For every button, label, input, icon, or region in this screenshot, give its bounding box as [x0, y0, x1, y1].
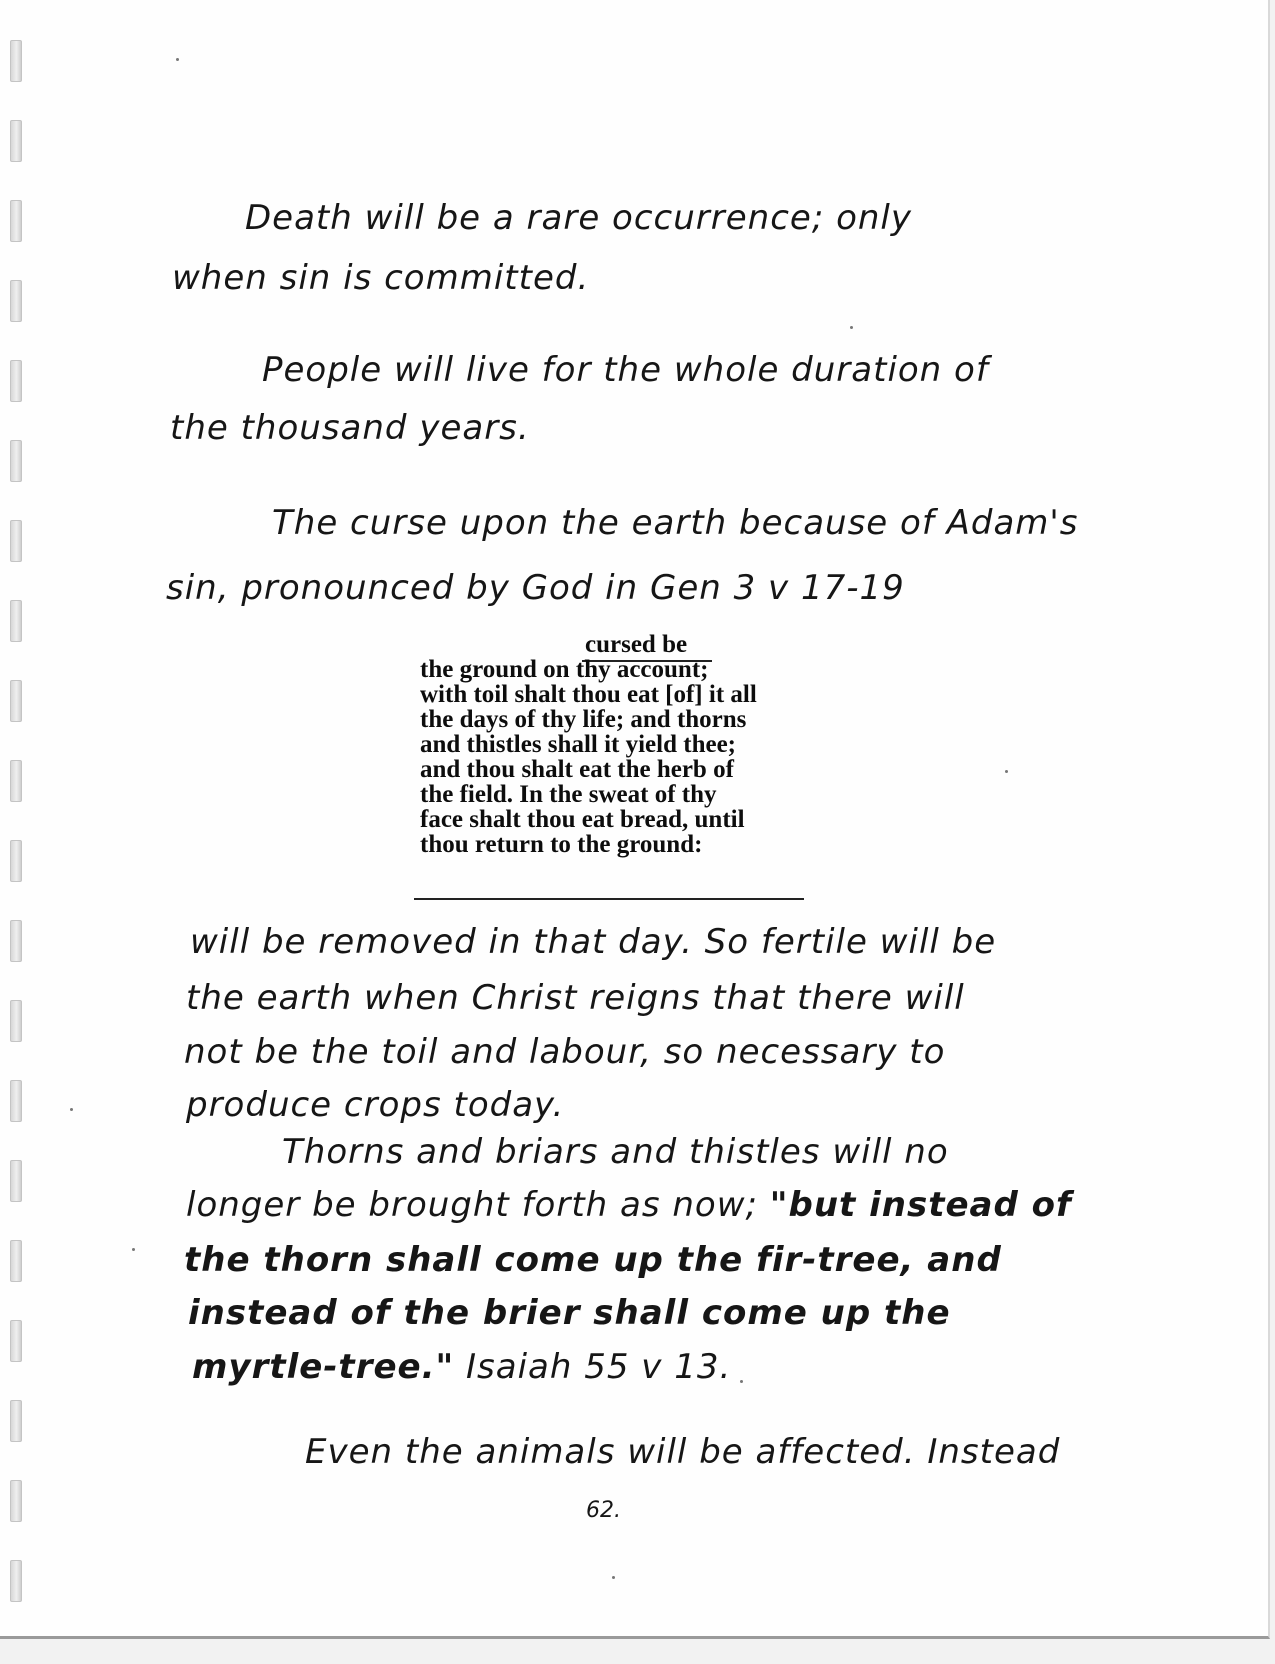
punch-hole	[10, 1560, 22, 1602]
scripture-reference: Isaiah 55 v 13.	[454, 1347, 732, 1387]
paragraph-line: Thorns and briars and thistles will no	[282, 1132, 949, 1172]
paragraph-line: when sin is committed.	[172, 258, 590, 298]
punch-hole	[10, 920, 22, 962]
punch-hole	[10, 200, 22, 242]
punch-hole	[10, 600, 22, 642]
quote-bottom-rule	[414, 898, 804, 900]
punch-hole	[10, 280, 22, 322]
bible-quotation	[420, 632, 860, 857]
punch-hole	[10, 1400, 22, 1442]
scripture-quote-text: myrtle-tree."	[192, 1347, 455, 1387]
quote-line: the days of thy life; and thorns	[420, 706, 747, 733]
paragraph-line: The curse upon the earth because of Adam's	[272, 503, 1079, 543]
quote-line: the field. In the sweat of thy	[420, 781, 717, 808]
paragraph-line: People will live for the whole duration of	[262, 350, 989, 390]
quote-line: and thistles shall it yield thee;	[420, 731, 736, 758]
binding-punch-holes	[10, 40, 40, 1600]
quote-line: the ground on thy account;	[420, 656, 709, 683]
quote-line: cursed be	[585, 631, 688, 658]
paragraph-line	[192, 1347, 731, 1387]
punch-hole	[10, 1320, 22, 1362]
paragraph-line: sin, pronounced by God in Gen 3 v 17-19	[166, 568, 905, 608]
punch-hole	[10, 760, 22, 802]
paragraph-line: not be the toil and labour, so necessary to	[184, 1032, 946, 1072]
paragraph-line	[186, 1185, 1072, 1225]
punch-hole	[10, 840, 22, 882]
punch-hole	[10, 1000, 22, 1042]
punch-hole	[10, 1080, 22, 1122]
scan-speck	[850, 326, 853, 329]
paragraph-line: the thousand years.	[170, 408, 530, 448]
scan-speck	[740, 1380, 743, 1383]
paragraph-line: produce crops today.	[186, 1085, 565, 1125]
paragraph-line: Death will be a rare occurrence; only	[245, 198, 912, 238]
scripture-quote-line: the thorn shall come up the fir-tree, and	[184, 1240, 1002, 1280]
punch-hole	[10, 680, 22, 722]
scan-speck	[176, 58, 179, 61]
punch-hole	[10, 40, 22, 82]
punch-hole	[10, 1240, 22, 1282]
punch-hole	[10, 120, 22, 162]
scripture-quote-text: "but instead of	[769, 1185, 1072, 1225]
scan-speck	[70, 1108, 73, 1111]
scan-speck	[612, 1576, 615, 1579]
punch-hole	[10, 360, 22, 402]
quote-line: face shalt thou eat bread, until	[420, 806, 745, 833]
paragraph-line: the earth when Christ reigns that there will	[186, 978, 965, 1018]
scan-speck	[1005, 770, 1008, 773]
scripture-quote-line: instead of the brier shall come up the	[188, 1293, 951, 1333]
paragraph-text: longer be brought forth as now;	[186, 1185, 770, 1225]
punch-hole	[10, 440, 22, 482]
punch-hole	[10, 520, 22, 562]
quote-line: with toil shalt thou eat [of] it all	[420, 681, 757, 708]
paragraph-line: Even the animals will be affected. Instead	[305, 1432, 1061, 1472]
page-number: 62.	[586, 1498, 621, 1523]
punch-hole	[10, 1480, 22, 1522]
punch-hole	[10, 1160, 22, 1202]
paragraph-line: will be removed in that day. So fertile will be	[190, 922, 997, 962]
quote-line: and thou shalt eat the herb of	[420, 756, 734, 783]
quote-line: thou return to the ground:	[420, 831, 703, 858]
scan-speck	[132, 1248, 135, 1251]
